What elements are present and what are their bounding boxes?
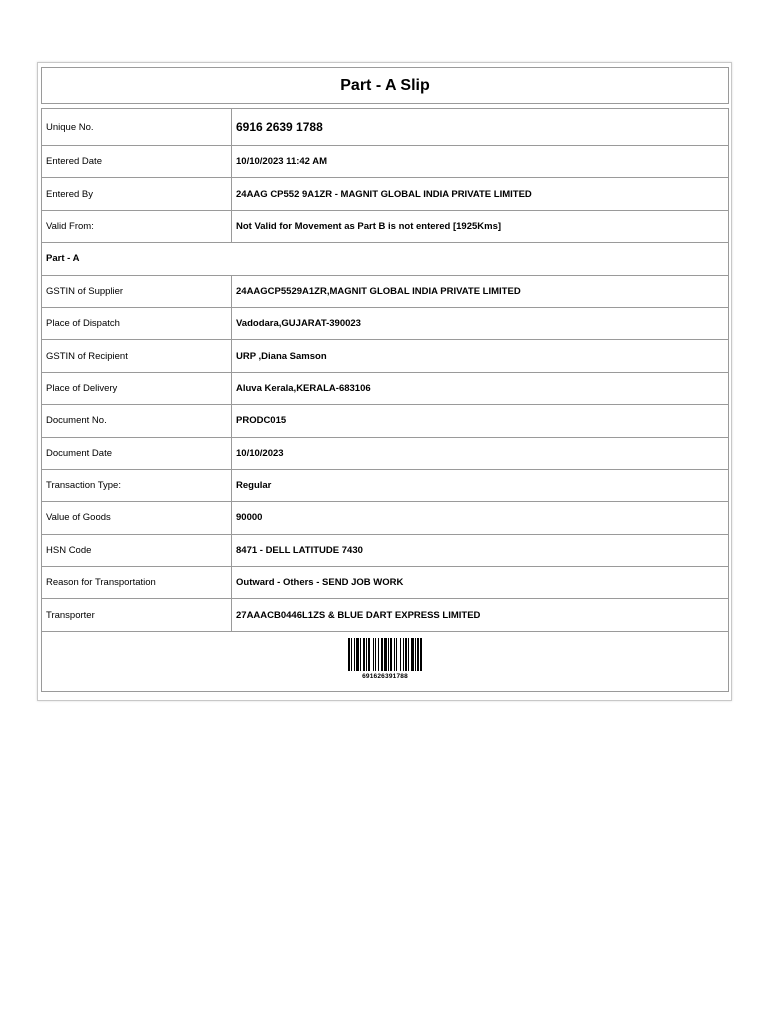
- row-value: 24AAG CP552 9A1ZR - MAGNIT GLOBAL INDIA PRIVATE LIMITED: [236, 188, 532, 200]
- barcode-bar: [354, 638, 355, 671]
- unique-no-value: 6916 2639 1788: [236, 120, 323, 134]
- row-hsn-code: [41, 535, 729, 567]
- row-label: Entered By: [42, 178, 232, 209]
- row-document-no: [41, 405, 729, 437]
- barcode-bar: [363, 638, 365, 671]
- row-reason-transport: [41, 567, 729, 599]
- row-label: Reason for Transportation: [42, 567, 232, 598]
- row-place-delivery: [41, 373, 729, 405]
- row-transaction-type: [41, 470, 729, 502]
- row-label: Entered Date: [42, 146, 232, 177]
- row-label: HSN Code: [42, 535, 232, 566]
- barcode-bar: [394, 638, 395, 671]
- barcode-bar: [408, 638, 409, 671]
- row-label: Place of Delivery: [42, 373, 232, 404]
- row-value: 10/10/2023: [236, 447, 284, 459]
- row-value: Not Valid for Movement as Part B is not entered [1925Kms]: [236, 220, 502, 232]
- barcode-cell: [41, 632, 729, 692]
- row-transporter: [41, 599, 729, 631]
- row-unique-no: [41, 108, 729, 146]
- barcode-bar: [360, 638, 361, 671]
- barcode-bar: [351, 638, 352, 671]
- row-value: 24AAGCP5529A1ZR,MAGNIT GLOBAL INDIA PRIVATE LIMITED: [236, 285, 521, 297]
- barcode-bar: [368, 638, 370, 671]
- barcode-bar: [405, 638, 407, 671]
- barcode-bar: [366, 638, 367, 671]
- row-label: Unique No.: [42, 109, 232, 145]
- barcode-bar: [420, 638, 422, 671]
- row-label: Document Date: [42, 438, 232, 469]
- row-label: Document No.: [42, 405, 232, 436]
- row-entered-by: [41, 178, 729, 210]
- barcode-bar: [400, 638, 401, 671]
- barcode-bar: [396, 638, 397, 671]
- row-place-dispatch: [41, 308, 729, 340]
- row-value: Aluva Kerala,KERALA-683106: [236, 382, 371, 394]
- row-value: Vadodara,GUJARAT-390023: [236, 318, 361, 330]
- eway-bill-slip: [37, 62, 732, 701]
- row-gstin-recipient: [41, 340, 729, 372]
- barcode-bar: [388, 638, 389, 671]
- barcode-bar: [348, 638, 350, 671]
- section-part-a: Part - A: [41, 243, 729, 275]
- row-value-goods: [41, 502, 729, 534]
- row-value: PRODC015: [236, 415, 287, 427]
- row-label: GSTIN of Recipient: [42, 340, 232, 371]
- row-value: URP ,Diana Samson: [236, 350, 327, 362]
- row-gstin-supplier: [41, 276, 729, 308]
- barcode-bar: [390, 638, 392, 671]
- barcode-bar: [378, 638, 379, 671]
- barcode-bar: [415, 638, 416, 671]
- barcode-image: [348, 638, 422, 671]
- row-value: Outward - Others - SEND JOB WORK: [236, 577, 404, 589]
- row-label: Valid From:: [42, 211, 232, 242]
- row-value: 10/10/2023 11:42 AM: [236, 156, 328, 168]
- barcode-number: 691626391788: [362, 672, 408, 680]
- row-value: 27AAACB0446L1ZS & BLUE DART EXPRESS LIMITED: [236, 609, 481, 621]
- barcode-bar: [384, 638, 387, 671]
- row-label: Transaction Type:: [42, 470, 232, 501]
- barcode-bar: [403, 638, 404, 671]
- barcode-bar: [381, 638, 383, 671]
- row-valid-from: [41, 211, 729, 243]
- slip-table: [41, 67, 729, 692]
- row-value: Regular: [236, 480, 272, 492]
- barcode-bar: [356, 638, 359, 671]
- row-value: 90000: [236, 512, 263, 524]
- slip-title: Part - A Slip: [41, 67, 729, 104]
- barcode-bar: [375, 638, 376, 671]
- row-label: Transporter: [42, 599, 232, 630]
- barcode-bar: [373, 638, 374, 671]
- row-label: Value of Goods: [42, 502, 232, 533]
- row-label: Place of Dispatch: [42, 308, 232, 339]
- barcode-bar: [411, 638, 414, 671]
- row-entered-date: [41, 146, 729, 178]
- row-value: 8471 - DELL LATITUDE 7430: [236, 544, 363, 556]
- row-document-date: [41, 438, 729, 470]
- barcode-bar: [417, 638, 419, 671]
- row-label: GSTIN of Supplier: [42, 276, 232, 307]
